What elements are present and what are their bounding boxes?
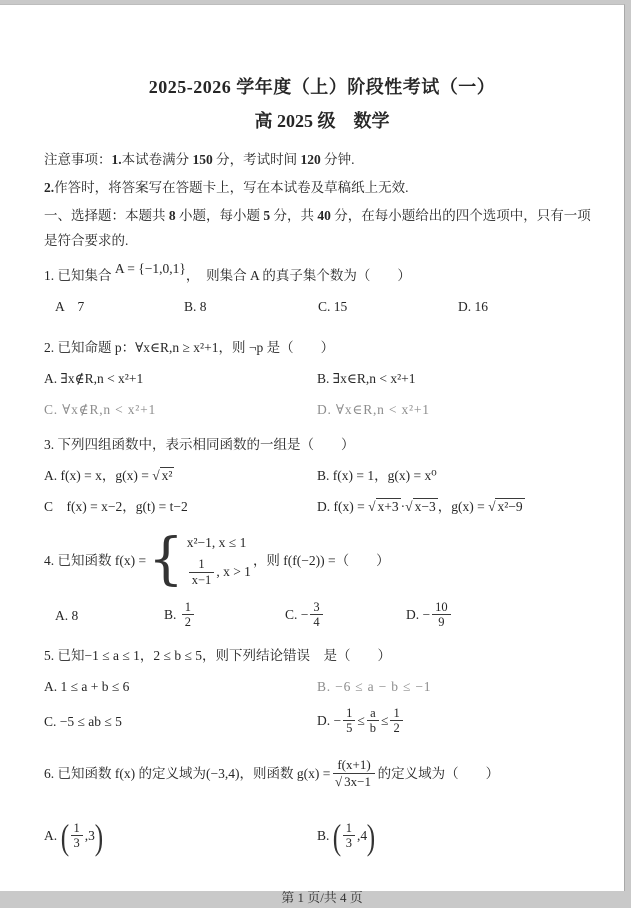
notice-1-minutes: 120 (300, 152, 321, 167)
section-1-points-each: 5 (263, 208, 271, 223)
notice-line-1 (44, 149, 600, 170)
section-1-count: 8 (168, 208, 176, 223)
q1-option-d: D. 16 (458, 299, 488, 314)
q5-d-fraction-1: $\frac{1}{5}$ (343, 706, 355, 736)
q6-text-post: 的定义域为（ ） (377, 766, 500, 781)
q3-a-sqrt: √ x² (152, 468, 173, 483)
q4-option-c: C. − $\frac{3}{4}$ (285, 601, 406, 631)
q1-option-a: A 7 (55, 299, 85, 314)
q3-option-b: B. f(x) = 1，g(x) = x⁰ (317, 468, 437, 483)
section-1-text-b: 小题，每小题 (175, 208, 264, 223)
page-content (0, 5, 624, 908)
q3-option-d (317, 496, 525, 517)
q2-option-d: D. ∀x∈R,n < x²+1 (317, 402, 430, 417)
q6-text-pre: 6. 已知函数 f(x) 的定义域为(−3,4)，则函数 g(x) = (44, 766, 331, 781)
q5-d-le-2: ≤ (381, 712, 389, 728)
question-1-stem (44, 261, 600, 286)
brace-icon: { (148, 526, 184, 592)
q1-option-c: C. 15 (318, 299, 348, 314)
notice-line-2 (44, 177, 600, 198)
q4-d-fraction: $\frac{10}{9}$ (432, 600, 451, 630)
q6-option-a: A. ( $\frac{1}{3}$ ,3) (44, 816, 104, 857)
radical-icon: √ (335, 774, 343, 789)
q5-d-le-1: ≤ (357, 712, 365, 728)
question-4-options (44, 601, 600, 631)
q4-case2-condition: , x > 1 (216, 564, 251, 580)
notice-1-text-b: 分，考试时间 (212, 152, 301, 167)
q2-option-b: B. ∃x∈R,n < x²+1 (317, 371, 416, 386)
radical-icon: √ (152, 468, 160, 483)
radical-icon: √ (488, 499, 496, 514)
q2-option-c: C. ∀x∉R,n < x²+1 (44, 402, 157, 417)
q3-d-sqrt1: √ x+3 (368, 499, 399, 514)
q6-fraction: $\frac{f(x+1)}{√ 3x-1}$ (333, 757, 374, 791)
q4-option-a: A. 8 (55, 608, 79, 624)
q5-d-fraction-2: $\frac{a}{b}$ (367, 706, 379, 736)
rparen-icon: ) (94, 816, 104, 857)
notice-1-score: 150 (192, 152, 213, 167)
q6-option-b: B. ( $\frac{1}{3}$ ,4) (317, 816, 376, 857)
q5-d-fraction-3: $\frac{1}{2}$ (390, 706, 402, 736)
question-6-options (44, 811, 600, 863)
q3-d-mid: ，g(x) = (437, 499, 489, 514)
notice-2-text: 作答时，将答案写在答题卡上，写在本试卷及草稿纸上无效. (54, 180, 409, 195)
q4-case2-fraction: $\frac{1}{x-1}$ (189, 557, 215, 587)
question-5-options-row2 (44, 707, 600, 737)
question-1-options (44, 296, 600, 317)
question-6-stem (44, 753, 600, 795)
section-1-heading (44, 205, 600, 226)
q5-option-a: A. 1 ≤ a + b ≤ 6 (44, 678, 130, 694)
question-2-options-row2 (44, 399, 600, 420)
q1-option-b: B. 8 (184, 299, 207, 314)
section-1-text-d: 分，在每小题给出的四个选项中，只有一项 (330, 208, 591, 223)
q3-option-c: C f(x) = x−2，g(t) = t−2 (44, 499, 188, 514)
q5-option-d: D. − $\frac{1}{5}$ ≤ $\frac{a}{b}$ ≤ $\frac{1}{2}$ (317, 707, 405, 737)
q4-option-b: B. $\frac{1}{2}$ (164, 601, 285, 631)
exam-subtitle: 高 2025 级 数学 (254, 111, 390, 131)
question-2-stem: 2. 已知命题 p：∀x∈R,n ≥ x²+1，则 ¬p 是（ ） (44, 340, 335, 355)
q6-denominator-sqrt: √ 3x−1 (335, 774, 371, 789)
section-1-points-total: 40 (317, 208, 331, 223)
q4-b-fraction: $\frac{1}{2}$ (182, 600, 194, 630)
q4-piecewise (148, 526, 251, 592)
q1-set-formula: A = {−1,0,1} (114, 261, 186, 276)
rparen-icon: ) (366, 816, 376, 857)
q1-text-pre: 1. 已知集合 (44, 268, 115, 283)
q1-text-post: ， 则集合 A 的真子集个数为（ ） (185, 268, 411, 283)
lparen-icon: ( (60, 816, 69, 857)
q3-a-text: A. f(x) = x，g(x) = (44, 468, 153, 483)
q2-option-a: A. ∃x∉R,n < x²+1 (44, 371, 144, 386)
radical-icon: √ (405, 499, 413, 514)
q3-d-sqrt3: √ x²−9 (488, 499, 523, 514)
radical-icon: √ (368, 499, 376, 514)
notice-1-number: 1. (111, 152, 122, 167)
document-page (0, 4, 625, 905)
question-2-options-row1 (44, 368, 600, 389)
notice-1-text-a: 本试卷满分 (121, 152, 193, 167)
q6-a-fraction: $\frac{1}{3}$ (71, 821, 83, 851)
q3-d-dot: · (400, 499, 406, 514)
question-3-options-row1 (44, 465, 600, 486)
section-1-text-c: 分，共 (270, 208, 318, 223)
question-5-options-row1 (44, 676, 600, 697)
question-3-stem: 3. 下列四组函数中，表示相同函数的一组是（ ） (44, 437, 355, 452)
q3-d-text: D. f(x) = (317, 499, 369, 514)
exam-title: 2025-2026 学年度（上）阶段性考试（一） (148, 77, 496, 97)
q4-option-d: D. − $\frac{10}{9}$ (406, 601, 453, 631)
question-5-stem: 5. 已知−1 ≤ a ≤ 1，2 ≤ b ≤ 5，则下列结论错误 是（ ） (44, 647, 391, 663)
notice-label: 注意事项： (44, 152, 112, 167)
question-4-stem (44, 526, 600, 592)
q4-case-1: x²−1, x ≤ 1 (186, 535, 247, 551)
q5-option-b: B. −6 ≤ a − b ≤ −1 (317, 678, 432, 694)
q3-d-sqrt2: √ x−3 (405, 499, 436, 514)
section-1-heading-line2: 是符合要求的. (44, 233, 129, 248)
q4-case-2 (187, 558, 251, 588)
section-1-text-a: 一、选择题：本题共 (44, 208, 169, 223)
page-footer: 第 1 页/共 4 页 (281, 889, 363, 905)
q3-option-a (44, 465, 317, 486)
q4-text-post: ，则 f(f(−2)) =（ ） (252, 552, 390, 568)
notice-1-text-c: 分钟. (320, 152, 355, 167)
q4-text-pre: 4. 已知函数 f(x) = (44, 552, 147, 568)
q6-a-rest: ,3 (84, 827, 95, 843)
q5-option-c: C. −5 ≤ ab ≤ 5 (44, 714, 122, 730)
question-3-options-row2 (44, 496, 600, 517)
lparen-icon: ( (332, 816, 341, 857)
q6-b-fraction: $\frac{1}{3}$ (343, 821, 355, 851)
q6-b-rest: ,4 (357, 827, 368, 843)
q4-c-fraction: $\frac{3}{4}$ (310, 600, 322, 630)
notice-2-number: 2. (44, 180, 55, 195)
